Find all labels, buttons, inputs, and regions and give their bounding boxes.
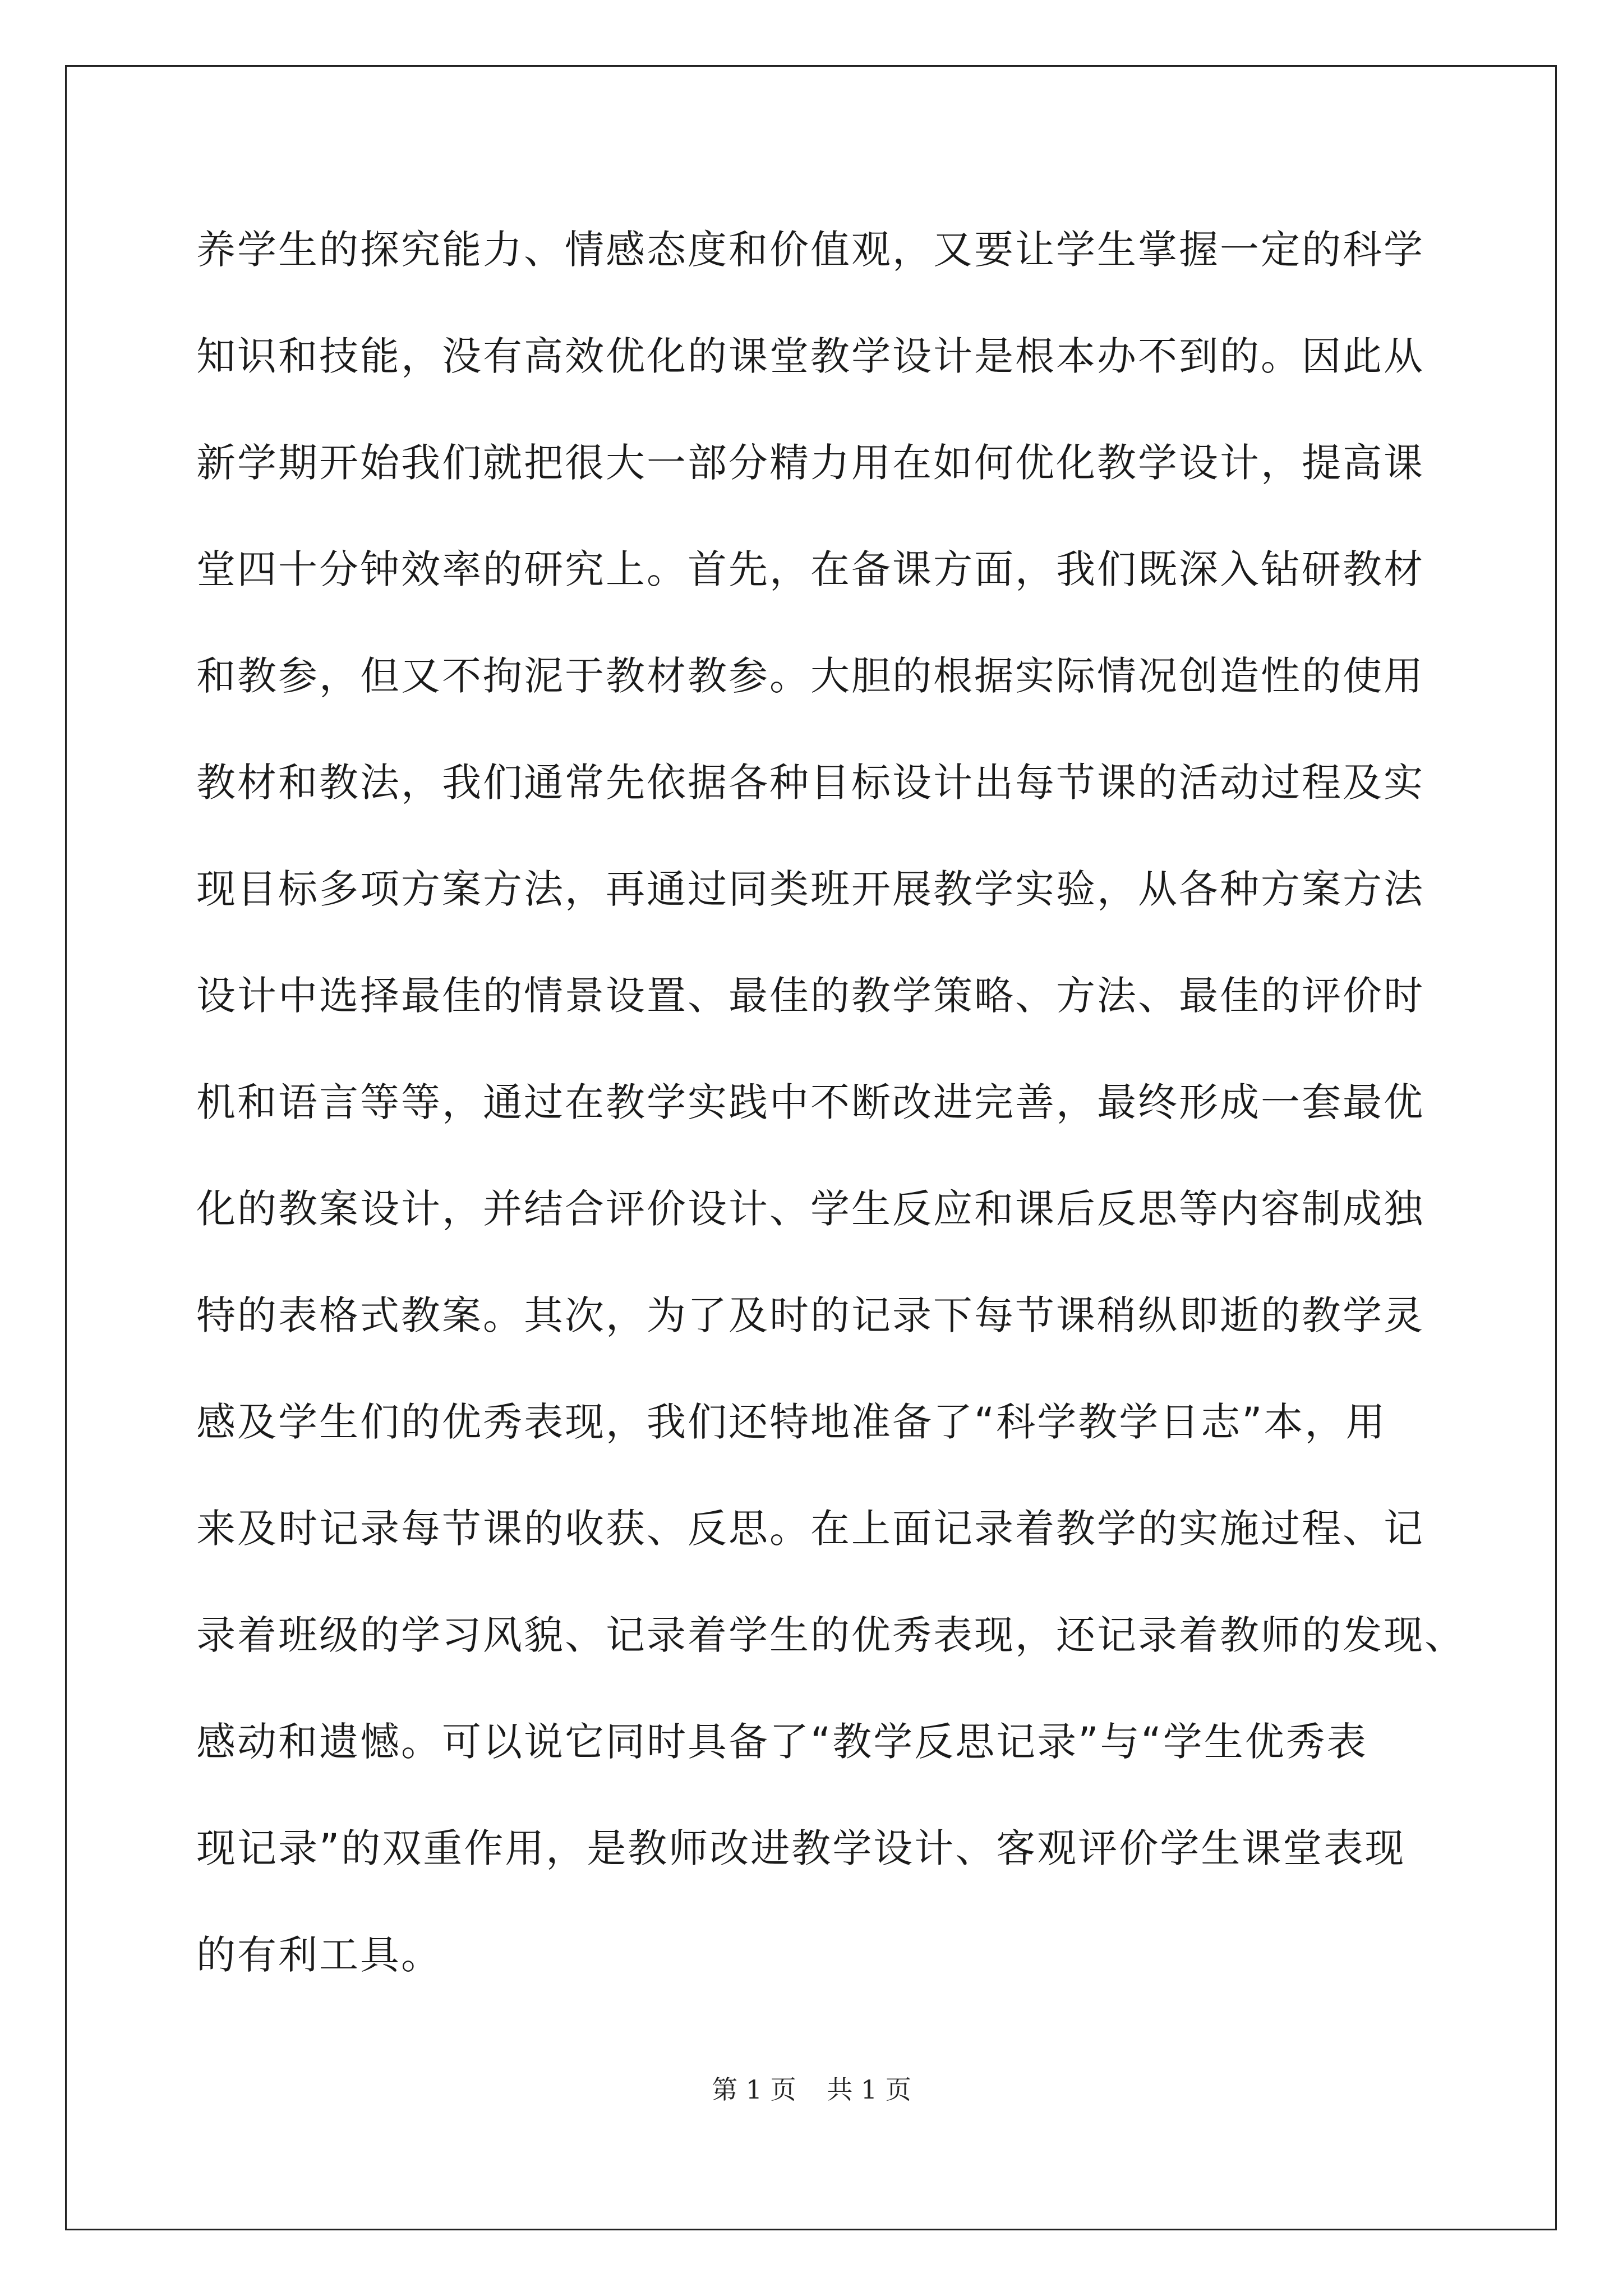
text-line: 设计中选择最佳的情景设置、最佳的教学策略、方法、最佳的评价时: [196, 973, 1424, 1019]
text-line: 感及学生们的优秀表现，我们还特地准备了“科学教学日志”本，用: [196, 1399, 1387, 1445]
text-line: 养学生的探究能力、情感态度和价值观，又要让学生掌握一定的科学: [196, 227, 1424, 273]
text-line: 录着班级的学习风貌、记录着学生的优秀表现，还记录着教师的发现、: [196, 1612, 1465, 1658]
page-footer: [0, 2073, 1623, 2106]
page-number: 第 1 页: [712, 2074, 796, 2105]
text-line: 机和语言等等，通过在教学实践中不断改进完善，最终形成一套最优: [196, 1079, 1424, 1125]
text-line: 和教参，但又不拘泥于教材教参。大胆的根据实际情况创造性的使用: [196, 653, 1424, 699]
text-line: 来及时记录每节课的收获、反思。在上面记录着教学的实施过程、记: [196, 1506, 1424, 1552]
text-line: 新学期开始我们就把很大一部分精力用在如何优化教学设计，提高课: [196, 440, 1424, 486]
page-total: 共 1 页: [827, 2074, 911, 2105]
text-line: 现目标多项方案方法，再通过同类班开展教学实验，从各种方案方法: [196, 866, 1424, 912]
text-line: 教材和教法，我们通常先依据各种目标设计出每节课的活动过程及实: [196, 760, 1424, 806]
page-border: [65, 65, 1557, 2230]
text-line: 的有利工具。: [196, 1932, 442, 1978]
text-line: 特的表格式教案。其次，为了及时的记录下每节课稍纵即逝的教学灵: [196, 1292, 1424, 1338]
text-line: 感动和遗憾。可以说它同时具备了“教学反思记录”与“学生优秀表: [196, 1719, 1368, 1765]
text-line: 知识和技能，没有高效优化的课堂教学设计是根本办不到的。因此从: [196, 333, 1424, 379]
text-line: 堂四十分钟效率的研究上。首先，在备课方面，我们既深入钻研教材: [196, 546, 1424, 592]
text-line: 化的教案设计，并结合评价设计、学生反应和课后反思等内容制成独: [196, 1186, 1424, 1232]
text-line: 现记录”的双重作用，是教师改进教学设计、客观评价学生课堂表现: [196, 1825, 1406, 1871]
